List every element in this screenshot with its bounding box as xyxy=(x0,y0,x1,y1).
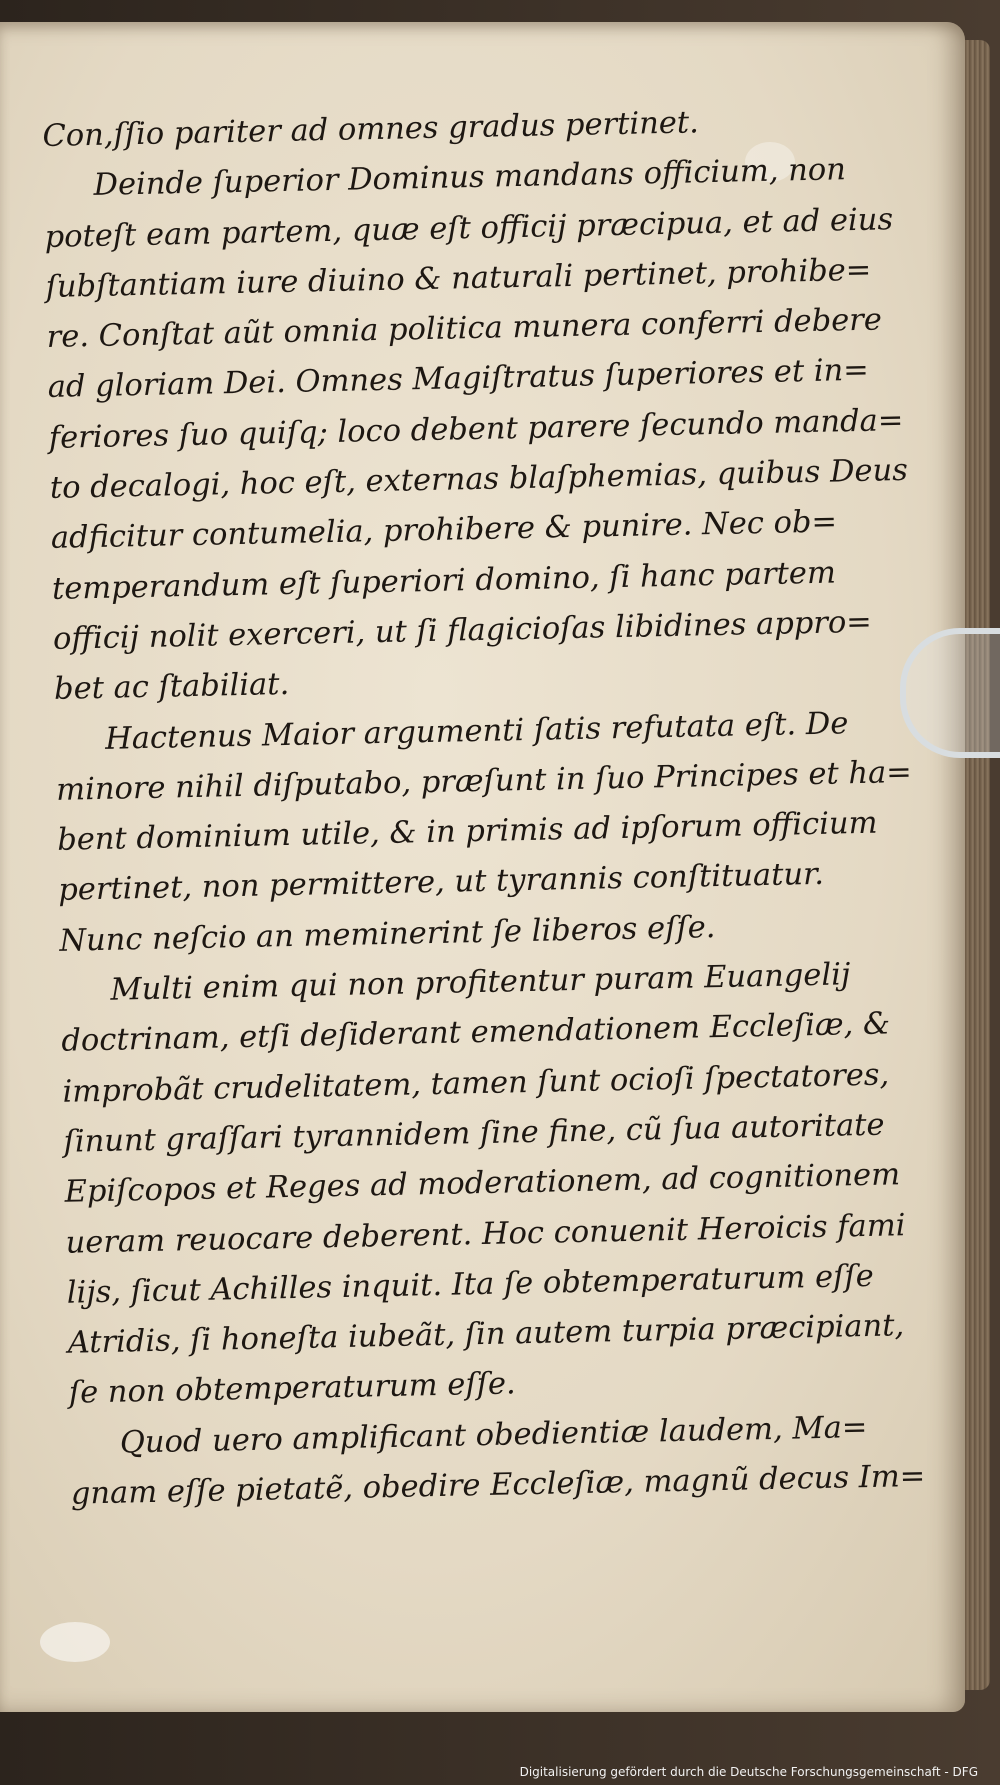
paper-stain xyxy=(40,1622,110,1662)
text-line: gnam eſſe pietatẽ, obedire Eccleſiæ, magnũ decus Im= xyxy=(70,1458,926,1512)
text-line: Atridis, ſi honeſta iubeãt, ſin autem turpia præcipiant, xyxy=(67,1308,905,1361)
text-line: Nunc neſcio an meminerint ſe liberos eſſe. xyxy=(59,909,716,959)
text-line: officij nolit exerceri, ut ſi flagicioſas libidines appro= xyxy=(52,604,873,657)
text-line: to decalogi, hoc eſt, externas blaſphemias, quibus Deus xyxy=(49,453,909,506)
text-line: Hactenus Maior argumenti ſatis refutata eſt. De xyxy=(104,705,849,757)
text-line: poteſt eam partem, quæ eſt officij præcipua, et ad eius xyxy=(44,201,894,255)
text-line: ad gloriam Dei. Omnes Magiſtratus ſuperiores et in= xyxy=(47,353,870,406)
book-clip xyxy=(900,628,1000,758)
text-line: improbãt crudelitatem, tamen ſunt ocioſi ſpectatores, xyxy=(62,1057,890,1110)
text-line: ſinunt graſſari tyrannidem ſine fine, cũ ſua autoritate xyxy=(63,1107,885,1160)
page-text xyxy=(42,95,926,1520)
text-line: temperandum eſt ſuperiori domino, ſi hanc partem xyxy=(51,555,837,607)
text-line: lijs, ſicut Achilles inquit. Ita ſe obtemperaturum eſſe xyxy=(66,1258,875,1311)
text-line: ſe non obtemperaturum eſſe. xyxy=(68,1366,517,1412)
text-line: bent dominium utile, & in primis ad ipſorum officium xyxy=(56,805,878,858)
text-line: re. Conſtat aũt omnia politica munera conferri debere xyxy=(46,302,883,356)
text-line: ſubſtantiam iure diuino & naturali pertinet, prohibe= xyxy=(45,252,872,305)
text-line: Quod uero amplificant obedientiæ laudem, Ma= xyxy=(119,1409,868,1461)
text-line: Con,ſſio pariter ad omnes gradus pertinet. xyxy=(42,105,700,154)
text-line: Epiſcopos et Reges ad moderationem, ad cognitionem xyxy=(64,1157,901,1210)
text-line: adficitur contumelia, prohibere & punire. Nec ob= xyxy=(50,504,838,557)
text-line: Deinde ſuperior Dominus mandans officium, non xyxy=(93,152,847,204)
text-line: pertinet, non permittere, ut tyrannis conſtituatur. xyxy=(57,857,825,909)
text-line: doctrinam, etſi deſiderant emendationem Eccleſiæ, & xyxy=(61,1006,891,1060)
text-line: ueram reuocare deberent. Hoc conuenit Heroicis fami xyxy=(65,1207,906,1261)
text-line: minore nihil diſputabo, præſunt in ſuo Principes et ha= xyxy=(55,754,913,808)
text-line: Multi enim qui non profitentur puram Euangelij xyxy=(110,957,851,1008)
text-line: bet ac ſtabiliat. xyxy=(53,667,290,708)
text-line: feriores ſuo quiſq; loco debent parere ſecundo manda= xyxy=(48,402,904,456)
dfg-footer: Digitalisierung gefördert durch die Deutsche Forschungsgemeinschaft - DFG xyxy=(519,1765,978,1779)
